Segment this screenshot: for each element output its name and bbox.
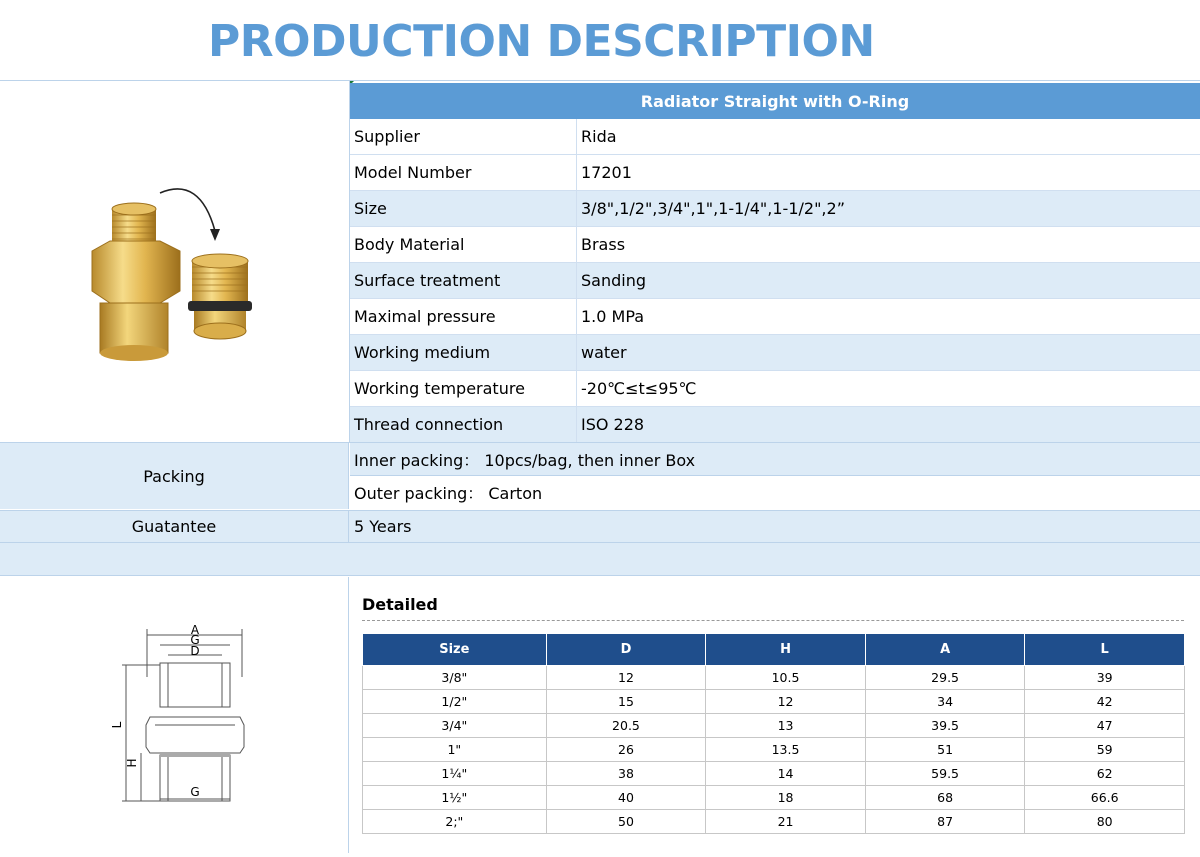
table-cell: 15 bbox=[546, 690, 706, 714]
drawing-cell bbox=[0, 577, 349, 853]
table-cell: 14 bbox=[706, 762, 866, 786]
table-cell: 1/2" bbox=[363, 690, 547, 714]
table-cell: 40 bbox=[546, 786, 706, 810]
spec-value: Sanding bbox=[581, 271, 646, 290]
guarantee-label: Guatantee bbox=[0, 511, 349, 542]
table-cell: 47 bbox=[1025, 714, 1185, 738]
dim-label-d: D bbox=[190, 644, 200, 658]
table-cell: 20.5 bbox=[546, 714, 706, 738]
spec-label: Model Number bbox=[350, 155, 577, 190]
spec-row-supplier bbox=[350, 119, 1200, 155]
inner-packing: Inner packing： 10pcs/bag, then inner Box bbox=[350, 443, 1200, 476]
packing-label: Packing bbox=[0, 443, 349, 509]
spec-value: ISO 228 bbox=[581, 415, 645, 434]
guarantee-row bbox=[0, 510, 1200, 543]
dim-label-h: H bbox=[125, 758, 139, 768]
table-cell: 18 bbox=[706, 786, 866, 810]
table-cell: 51 bbox=[865, 738, 1025, 762]
table-cell: 68 bbox=[865, 786, 1025, 810]
guarantee-value: 5 Years bbox=[354, 517, 412, 536]
column-header: H bbox=[706, 634, 866, 666]
table-row bbox=[363, 762, 1185, 786]
spec-label: Supplier bbox=[350, 119, 577, 154]
column-header: Size bbox=[363, 634, 547, 666]
table-cell: 39.5 bbox=[865, 714, 1025, 738]
title-bar bbox=[0, 0, 1200, 81]
spec-row-medium bbox=[350, 335, 1200, 371]
spec-value: Brass bbox=[581, 235, 626, 254]
spec-value: 17201 bbox=[581, 163, 632, 182]
spec-value: water bbox=[581, 343, 627, 362]
table-cell: 59.5 bbox=[865, 762, 1025, 786]
table-cell: 80 bbox=[1025, 810, 1185, 834]
table-cell: 13.5 bbox=[706, 738, 866, 762]
table-cell: 2;" bbox=[363, 810, 547, 834]
dim-label-g-bottom: G bbox=[190, 785, 200, 799]
table-row bbox=[363, 714, 1185, 738]
curved-arrow-icon bbox=[160, 189, 215, 231]
table-cell: 87 bbox=[865, 810, 1025, 834]
table-cell: 50 bbox=[546, 810, 706, 834]
spec-value: Rida bbox=[581, 127, 617, 146]
page-title: PRODUCTION DESCRIPTION bbox=[208, 16, 875, 67]
spec-header: Radiator Straight with O-Ring bbox=[350, 83, 1200, 119]
spec-label: Working temperature bbox=[350, 371, 577, 406]
table-cell: 26 bbox=[546, 738, 706, 762]
detail-title: Detailed bbox=[362, 595, 438, 614]
table-row bbox=[363, 810, 1185, 834]
table-row bbox=[363, 666, 1185, 690]
column-header: D bbox=[546, 634, 706, 666]
o-ring-icon bbox=[188, 301, 252, 311]
dimensions-table bbox=[362, 633, 1185, 834]
spec-label: Maximal pressure bbox=[350, 299, 577, 334]
table-row bbox=[363, 786, 1185, 810]
spec-value: -20℃≤t≤95℃ bbox=[581, 379, 697, 398]
table-cell: 62 bbox=[1025, 762, 1185, 786]
table-cell: 29.5 bbox=[865, 666, 1025, 690]
table-cell: 12 bbox=[546, 666, 706, 690]
spacer-row bbox=[0, 543, 1200, 576]
spec-row-model bbox=[350, 155, 1200, 191]
table-cell: 10.5 bbox=[706, 666, 866, 690]
table-cell: 42 bbox=[1025, 690, 1185, 714]
spec-label: Working medium bbox=[350, 335, 577, 370]
spec-row-thread bbox=[350, 407, 1200, 443]
dim-label-l: L bbox=[110, 721, 124, 729]
technical-drawing bbox=[0, 577, 349, 853]
product-photo bbox=[0, 81, 349, 442]
column-header: A bbox=[865, 634, 1025, 666]
packing-block bbox=[0, 443, 1200, 509]
table-cell: 39 bbox=[1025, 666, 1185, 690]
outer-packing: Outer packing： Carton bbox=[354, 484, 543, 503]
dim-label-g-top: G bbox=[190, 633, 200, 647]
table-header-row bbox=[363, 634, 1185, 666]
spec-label: Thread connection bbox=[350, 407, 577, 442]
table-cell: 34 bbox=[865, 690, 1025, 714]
table-cell: 1½" bbox=[363, 786, 547, 810]
spec-row-temperature bbox=[350, 371, 1200, 407]
table-cell: 59 bbox=[1025, 738, 1185, 762]
table-row bbox=[363, 738, 1185, 762]
table-cell: 12 bbox=[706, 690, 866, 714]
dashed-divider bbox=[362, 620, 1184, 621]
spec-label: Surface treatment bbox=[350, 263, 577, 298]
spec-value: 1.0 MPa bbox=[581, 307, 645, 326]
dim-label-a: A bbox=[190, 623, 200, 637]
spec-value: 3/8",1/2",3/4",1",1-1/4",1-1/2",2” bbox=[581, 199, 845, 218]
table-cell: 66.6 bbox=[1025, 786, 1185, 810]
spec-row-surface bbox=[350, 263, 1200, 299]
spec-label: Size bbox=[350, 191, 577, 226]
table-cell: 1¼" bbox=[363, 762, 547, 786]
table-cell: 1" bbox=[363, 738, 547, 762]
table-cell: 3/4" bbox=[363, 714, 547, 738]
table-cell: 13 bbox=[706, 714, 866, 738]
spec-row-size bbox=[350, 191, 1200, 227]
spec-row-material bbox=[350, 227, 1200, 263]
spec-row-pressure bbox=[350, 299, 1200, 335]
product-photo-cell bbox=[0, 81, 349, 442]
table-row bbox=[363, 690, 1185, 714]
column-header: L bbox=[1025, 634, 1185, 666]
detail-cell bbox=[350, 577, 1200, 853]
spec-label: Body Material bbox=[350, 227, 577, 262]
table-cell: 21 bbox=[706, 810, 866, 834]
table-cell: 3/8" bbox=[363, 666, 547, 690]
table-cell: 38 bbox=[546, 762, 706, 786]
